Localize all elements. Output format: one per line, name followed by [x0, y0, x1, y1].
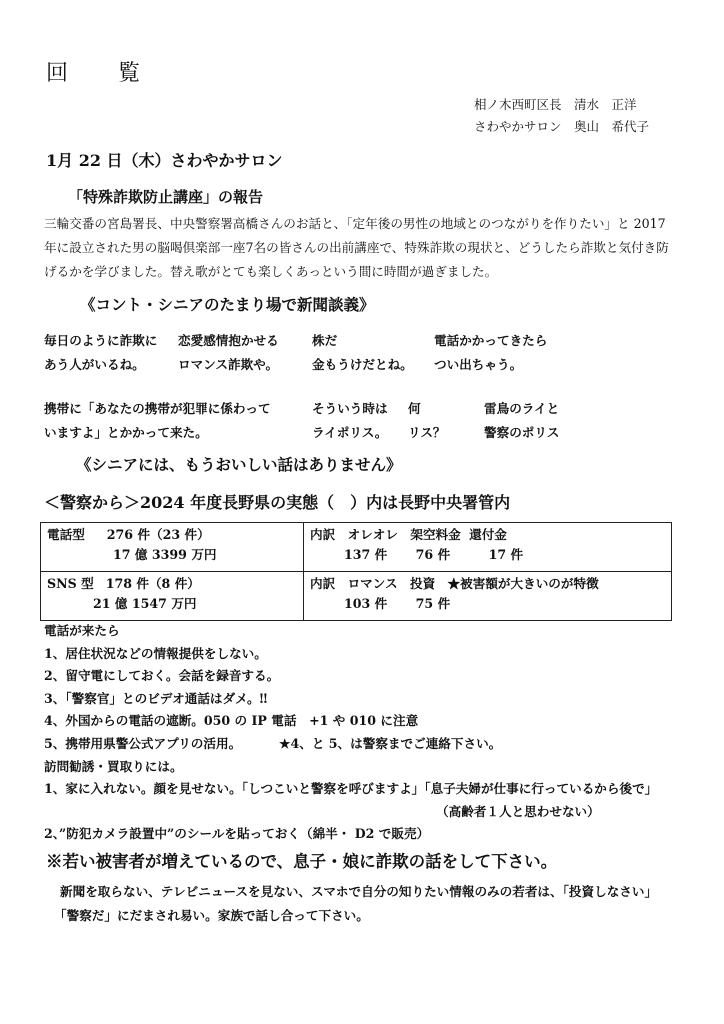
skit-line	[408, 397, 446, 445]
skit-text: ロマンス詐欺や。	[178, 357, 279, 372]
breakdown-count: 75 件	[415, 596, 451, 611]
stats-amount: 17 億 3399 万円	[113, 547, 217, 562]
skit-text: 何	[408, 401, 421, 416]
stats-count: 178 件（8 件）	[105, 576, 200, 591]
intro-line: げるかを学びました。替え歌がとても楽しくあっという間に時間が過ぎました。	[44, 264, 498, 279]
table-row	[41, 572, 672, 621]
phone-stats-cell	[41, 523, 304, 572]
skit-text: 毎日のように詐欺に	[44, 333, 158, 348]
sns-stats-cell	[41, 572, 304, 621]
document-title: 回 覧	[46, 61, 155, 86]
breakdown-category: 架空料金	[410, 527, 461, 542]
closing-line: 「警察だ」にだまされ易い。家族で話し合って下さい。	[54, 908, 369, 923]
breakdown-category: 投資	[409, 576, 436, 591]
list-item	[44, 733, 657, 756]
list-item-text: 5、携帯用県警公式アプリの活用。	[44, 735, 242, 751]
skit-text: 電話かかってきたら	[434, 333, 548, 348]
date-heading: 1月 22 日（木）さわやかサロン	[46, 151, 283, 170]
stats-amount: 21 億 1547 万円	[93, 596, 197, 611]
phone-breakdown-cell	[304, 523, 672, 572]
fraud-stats-table	[40, 522, 672, 621]
list-item: （高齢者１人と思わせない）	[436, 803, 600, 819]
skit-line	[178, 329, 279, 377]
skit-text: 金もうけだとね。	[312, 357, 413, 372]
author-line-1: 相ノ木西町区長 清水 正洋	[474, 97, 637, 112]
contact-note: ★4、と 5、は警察までご連絡下さい。	[279, 735, 502, 751]
skit-text: ライポリス。	[312, 425, 388, 440]
stats-label: 電話型	[47, 527, 85, 542]
phone-tips-title: 電話が来たら	[44, 623, 120, 638]
breakdown-count: 76 件	[415, 547, 451, 562]
stats-label: SNS 型	[47, 576, 94, 591]
list-item: 2、”防犯カメラ設置中”のシールを貼っておく（綿半・ D2 で販売）	[44, 826, 430, 842]
skit-text: そういう時は	[312, 401, 388, 416]
skit-text: あう人がいるね。	[44, 357, 145, 372]
breakdown-label: 内訳	[310, 527, 336, 542]
phone-tips-list	[44, 620, 657, 846]
skit-line	[312, 329, 413, 377]
stats-count: 276 件（23 件）	[106, 527, 210, 542]
breakdown-category: ロマンス	[347, 576, 398, 591]
skit-text: 恋愛感情抱かせる	[178, 333, 279, 348]
report-title: 「特殊詐欺防止講座」の報告	[68, 188, 264, 206]
skit-text: つい出ちゃう。	[434, 357, 523, 372]
breakdown-category: 還付金	[469, 527, 507, 542]
breakdown-category: オレオレ	[347, 527, 398, 542]
senior-heading: 《シニアには、もうおいしい話はありません》	[76, 455, 402, 474]
skit-text: 株だ	[312, 333, 338, 348]
skit-line	[434, 329, 547, 377]
police-heading: ＜警察から＞2024 年度長野県の実態（ ）内は長野中央署管内	[44, 493, 511, 512]
breakdown-count: 137 件	[344, 547, 388, 562]
list-item: 1、居住状況などの情報提供をしない。	[44, 645, 267, 661]
closing-line: 新聞を取らない、テレビニュースを見ない、スマホで自分の知りたい情報のみの若者は、「投資しなさい」	[60, 884, 658, 899]
skit-line	[484, 397, 559, 445]
skit-line	[44, 397, 271, 445]
breakdown-count: 17 件	[488, 547, 524, 562]
intro-line: 年に設立された男の脳喝倶楽部一座7名の皆さんの出前講座で、特殊詐欺の現状と、どうしたら詐欺と気付き防	[44, 240, 669, 255]
visit-title: 訪問勧誘・買取りには。	[44, 758, 183, 774]
skit-line	[44, 329, 157, 377]
skit-line	[312, 397, 388, 445]
skit-text: 携帯に「あなたの携帯が犯罪に係わって	[44, 401, 271, 416]
skit-text: 雷鳥のライと	[484, 401, 560, 416]
list-item: 1、家に入れない。顔を見せない。「しつこいと警察を呼びますよ」「息子夫婦が仕事に行っているから後で」	[44, 781, 658, 797]
skit-text: リス？	[408, 425, 446, 440]
skit-heading: 《コント・シニアのたまり場で新聞談義》	[80, 295, 375, 314]
list-item: 4、外国からの電話の遮断。050 の IP 電話 +1 や 010 に注意	[44, 713, 419, 729]
list-item: 2、留守電にしておく。会話を録音する。	[44, 668, 280, 684]
table-row	[41, 523, 672, 572]
intro-line: 三輪交番の宮島署長、中央警察署高橋さんのお話と、「定年後の男性の地域とのつながりを作りたい」と 2017	[44, 216, 666, 231]
skit-text: いますよ」とかかって来た。	[44, 425, 208, 440]
list-item: 3、「警察官」とのビデオ通話はダメ。‼	[44, 690, 268, 706]
sns-breakdown-cell	[304, 572, 672, 621]
skit-text: 警察のポリス	[484, 425, 560, 440]
author-line-2: さわやかサロン 奥山 希代子	[474, 119, 650, 134]
intro-paragraph	[44, 212, 669, 284]
breakdown-note: ★被害額が大きいのが特徴	[447, 576, 599, 591]
closing-paragraph	[54, 880, 658, 928]
breakdown-label: 内訳	[310, 576, 336, 591]
warning-text: ※若い被害者が増えているので、息子・娘に詐欺の話をして下さい。	[46, 852, 558, 871]
breakdown-count: 103 件	[344, 596, 388, 611]
